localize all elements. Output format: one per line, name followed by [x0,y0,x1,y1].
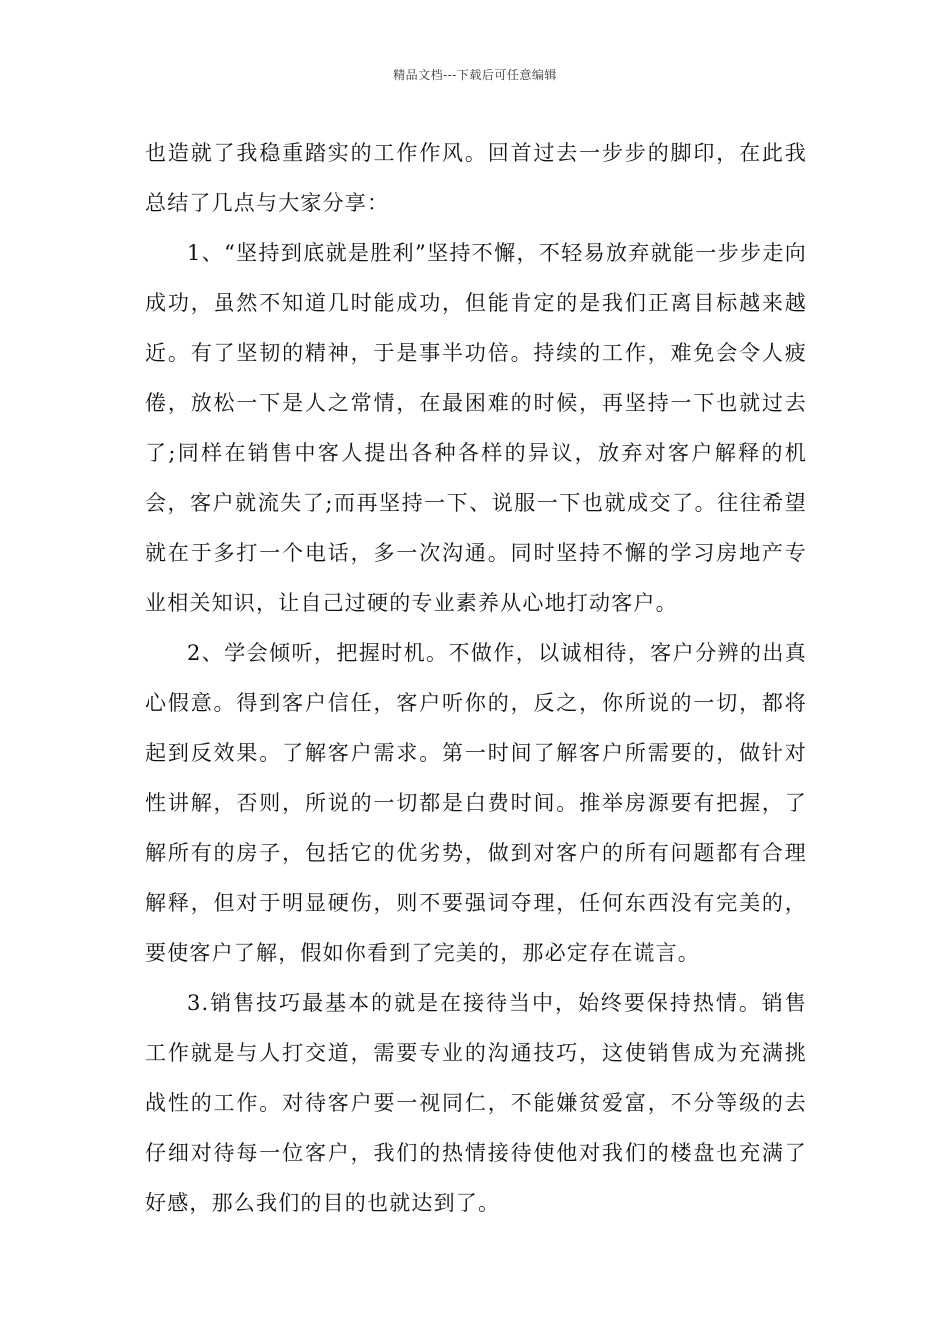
document-body [145,128,807,1228]
paragraph-continuation: 也造就了我稳重踏实的工作作风。回首过去一步步的脚印，在此我总结了几点与大家分享： [145,141,807,215]
paragraph-point-1: 1、“坚持到底就是胜利”坚持不懈，不轻易放弃就能一步步走向成功，虽然不知道几时能成功，但能肯定的是我们正离目标越来越近。有了坚韧的精神，于是事半功倍。持续的工作，难免会令人疲倦，放松一下是人之常情，在最困难的时候，再坚持一下也就过去了;同样在销售中客人提出各种各样的异议，放弃对客户解释的机会，客户就流失了;而再坚持一下、说服一下也就成交了。往往希望就在于多打一个电话，多一次沟通。同时坚持不懈的学习房地产专业相关知识，让自己过硬的专业素养从心地打动客户。 [145,241,807,615]
paragraph-point-3: 3.销售技巧最基本的就是在接待当中，始终要保持热情。销售工作就是与人打交道，需要专业的沟通技巧，这使销售成为充满挑战性的工作。对待客户要一视同仁，不能嫌贫爱富，不分等级的去仔细对待每一位客户，我们的热情接待使他对我们的楼盘也充满了好感，那么我们的目的也就达到了。 [145,991,807,1215]
paragraph-point-2: 2、学会倾听，把握时机。不做作，以诚相待，客户分辨的出真心假意。得到客户信任，客户听你的，反之，你所说的一切，都将起到反效果。了解客户需求。第一时间了解客户所需要的，做针对性讲解，否则，所说的一切都是白费时间。推举房源要有把握，了解所有的房子，包括它的优劣势，做到对客户的所有问题都有合理解释，但对于明显硬伤，则不要强词夺理，任何东西没有完美的，要使客户了解，假如你看到了完美的，那必定存在谎言。 [145,641,807,965]
page-header: 精品文档---下载后可任意编辑 [393,68,557,82]
